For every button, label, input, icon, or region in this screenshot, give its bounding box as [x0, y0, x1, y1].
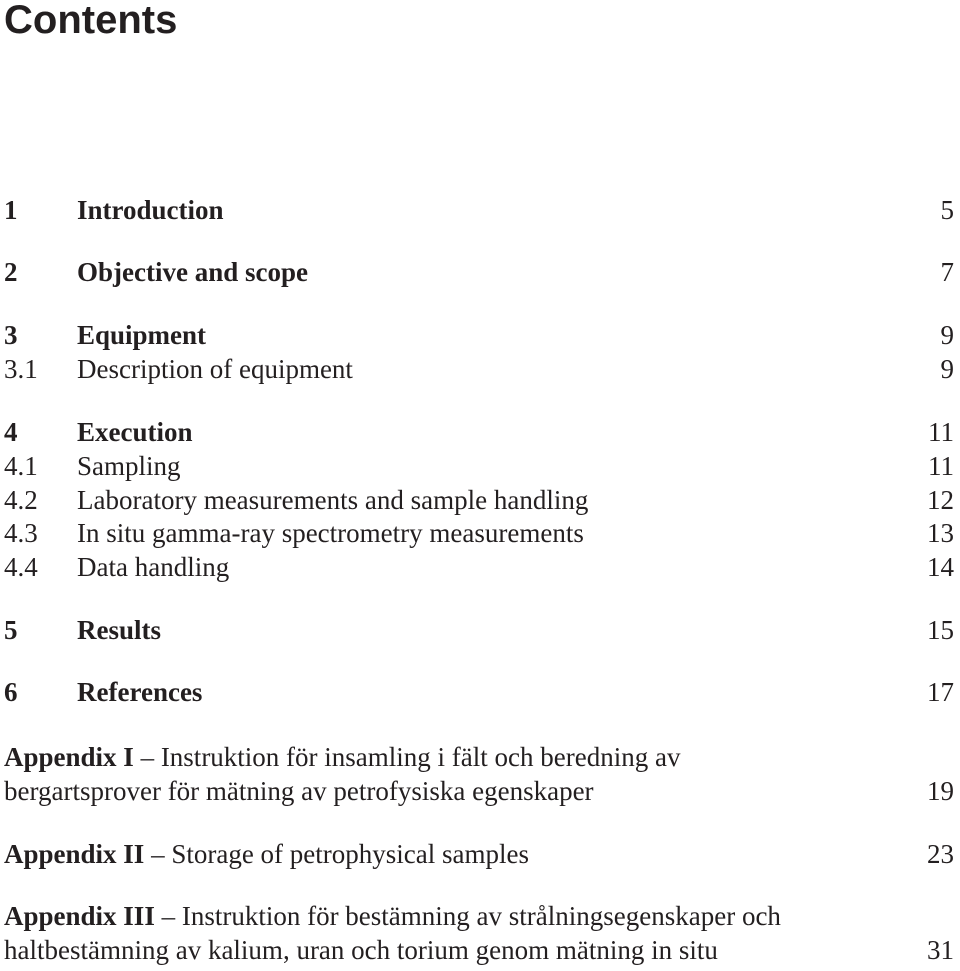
appendix-title: – Instruktion för insamling i fält och beredning av — [133, 742, 681, 772]
toc-page-number: 15 — [927, 615, 954, 645]
toc-entry-in-situ-gamma-ray[interactable] — [4, 516, 954, 550]
toc-number: 1 — [4, 195, 18, 225]
toc-label: Sampling — [77, 451, 181, 481]
toc-entry-introduction[interactable] — [4, 193, 954, 227]
toc-page-number: 31 — [927, 935, 954, 965]
toc-entry-appendix-3-continued[interactable] — [4, 933, 954, 967]
toc-page-number: 11 — [928, 451, 954, 481]
appendix-title-continuation: bergartsprover för mätning av petrofysiska egenskaper — [4, 776, 594, 806]
toc-number: 4.2 — [4, 485, 38, 515]
toc-entry-laboratory-measurements[interactable] — [4, 483, 954, 517]
toc-number: 2 — [4, 257, 18, 287]
toc-number: 4.1 — [4, 451, 38, 481]
toc-number: 3.1 — [4, 354, 38, 384]
appendix-title-line — [4, 837, 529, 871]
appendix-title-line — [4, 899, 781, 933]
toc-page-number: 9 — [940, 320, 954, 350]
page-title: Contents — [4, 0, 178, 42]
toc-page-number: 9 — [940, 354, 954, 384]
toc-label: Description of equipment — [77, 354, 353, 384]
toc-page-number: 19 — [927, 776, 954, 806]
toc-page-number: 23 — [927, 839, 954, 869]
toc-number: 4.4 — [4, 552, 38, 582]
toc-number: 4 — [4, 417, 18, 447]
toc-page-number: 12 — [927, 485, 954, 515]
toc-entry-execution[interactable] — [4, 415, 954, 449]
toc-page-number: 7 — [940, 257, 954, 287]
toc-page-number: 14 — [927, 552, 954, 582]
appendix-title: – Instruktion för bestämning av strålningsegenskaper och — [154, 901, 781, 931]
toc-entry-description-of-equipment[interactable] — [4, 352, 954, 386]
appendix-title: – Storage of petrophysical samples — [144, 839, 529, 869]
appendix-title-continuation: haltbestämning av kalium, uran och torium genom mätning in situ — [4, 935, 718, 965]
toc-page-number: 5 — [940, 195, 954, 225]
appendix-label: Appendix I — [4, 742, 134, 772]
toc-entry-appendix-3[interactable] — [4, 899, 954, 933]
toc-entry-appendix-2[interactable] — [4, 837, 954, 871]
toc-label: In situ gamma-ray spectrometry measurements — [77, 518, 584, 548]
appendix-title-line — [4, 740, 680, 774]
toc-entry-results[interactable] — [4, 613, 954, 647]
toc-entry-appendix-1-continued[interactable] — [4, 774, 954, 808]
toc-label: Data handling — [77, 552, 230, 582]
toc-label: Introduction — [77, 195, 224, 225]
toc-entry-equipment[interactable] — [4, 318, 954, 352]
toc-label: Laboratory measurements and sample handling — [77, 485, 589, 515]
toc-entry-data-handling[interactable] — [4, 550, 954, 584]
toc-label: References — [77, 677, 203, 707]
toc-label: Execution — [77, 417, 193, 447]
toc-page-number: 13 — [927, 518, 954, 548]
toc-page-number: 17 — [927, 677, 954, 707]
appendix-label: Appendix II — [4, 839, 145, 869]
toc-entry-appendix-1[interactable] — [4, 740, 954, 774]
toc-number: 5 — [4, 615, 18, 645]
toc-number: 4.3 — [4, 518, 38, 548]
toc-entry-references[interactable] — [4, 675, 954, 709]
toc-page-number: 11 — [928, 417, 954, 447]
toc-label: Equipment — [77, 320, 207, 350]
toc-number: 6 — [4, 677, 18, 707]
toc-label: Objective and scope — [77, 257, 308, 287]
toc-label: Results — [77, 615, 162, 645]
toc-entry-sampling[interactable] — [4, 449, 954, 483]
toc-number: 3 — [4, 320, 18, 350]
appendix-label: Appendix III — [4, 901, 155, 931]
toc-entry-objective-and-scope[interactable] — [4, 255, 954, 289]
